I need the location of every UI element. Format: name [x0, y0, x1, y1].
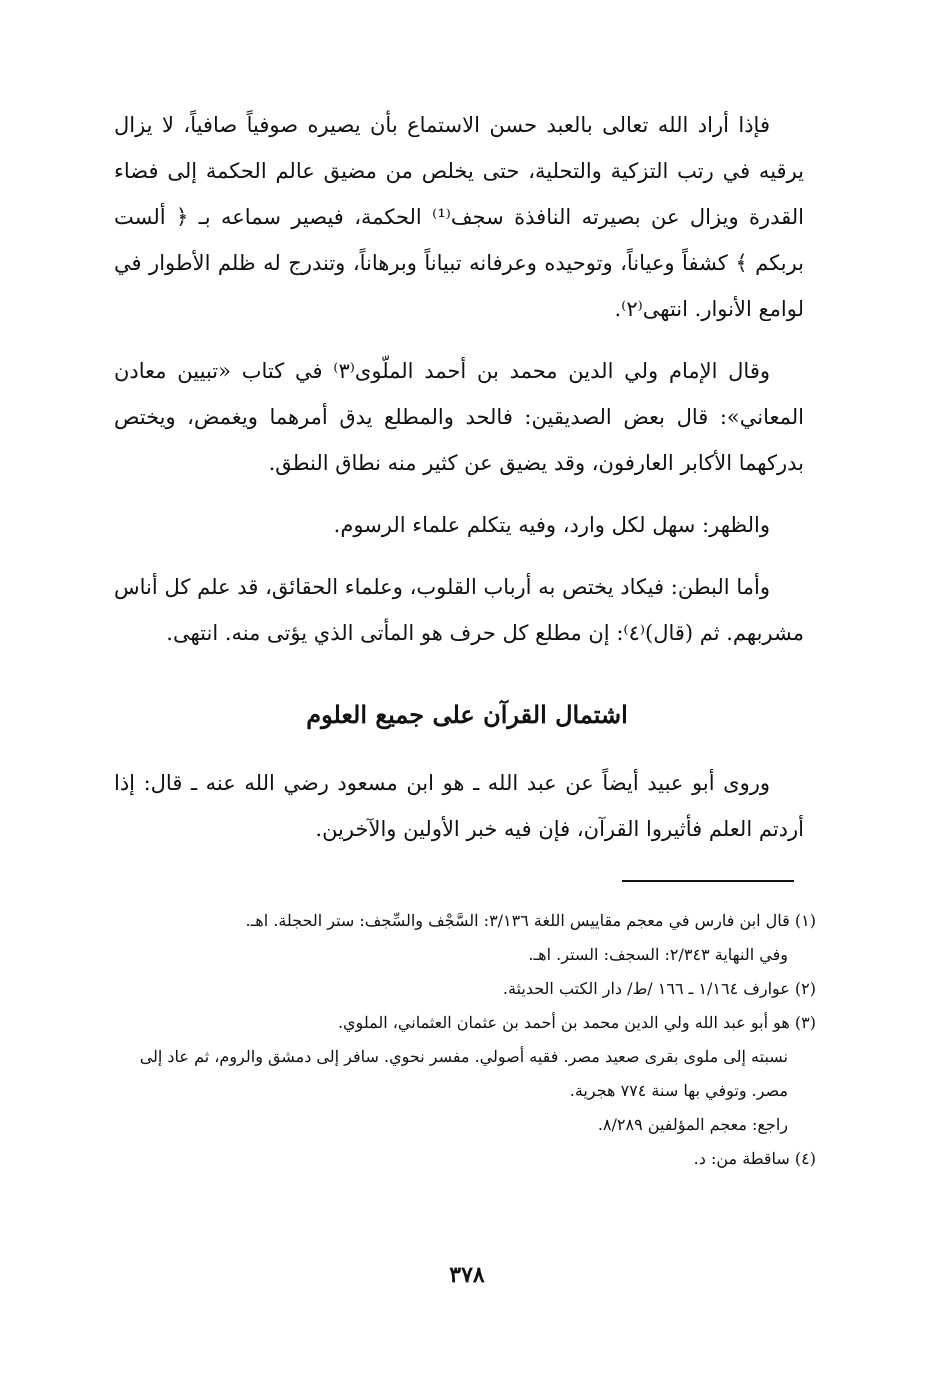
footnote-2: (٢) عوارف ١/١٦٤ ـ ١٦٦ /ط/ دار الكتب الحديثة. [502, 979, 816, 998]
paragraph-5: وروى أبو عبيد أيضاً عن عبد الله ـ هو ابن مسعود رضي الله عنه ـ قال: إذا أردتم العلم فأثيروا القرآن، فإن فيه خبر الأولين والآخرين. [114, 771, 804, 841]
section-text [114, 760, 804, 868]
section-heading: اشتمال القرآن على جميع العلوم [306, 700, 628, 729]
paragraph-2: وقال الإمام ولي الدين محمد بن أحمد الملّوى⁽٣⁾ في كتاب «تبيين معادن المعاني»: قال بعض الصديقين: فالحد والمطلع يدق أمرهما ويغمض، ويختص بدركهما الأكابر العارفون، وقد يضيق عن كثير منه نطاق النطق. [114, 359, 804, 475]
footnote-divider [622, 880, 794, 882]
footnotes [110, 904, 816, 1176]
footnote-1-continued: وفي النهاية ٢/٣٤٣: السجف: الستر. اهـ. [528, 945, 788, 964]
footnote-4: (٤) ساقطة من: د. [693, 1149, 816, 1168]
footnote-3: (٣) هو أبو عبد الله ولي الدين محمد بن أحمد بن عثمان العثماني، الملوي. [337, 1013, 816, 1032]
main-text [114, 102, 804, 672]
footnote-3-reference: راجع: معجم المؤلفين ٨/٢٨٩. [597, 1115, 788, 1134]
footnote-3-continued: نسبته إلى ملوى بقرى صعيد مصر. فقيه أصولي. مفسر نحوي. سافر إلى دمشق والروم، ثم عاد إلى مصر. وتوفي بها سنة ٧٧٤ هجرية. [139, 1047, 788, 1100]
footnote-1: (١) قال ابن فارس في معجم مقاييس اللغة ٣/١٣٦: السَّجْف والسِّجف: ستر الحجلة. اهـ. [245, 911, 816, 930]
page-number: ٣٧٨ [449, 1262, 485, 1288]
paragraph-1: فإذا أراد الله تعالى بالعبد حسن الاستماع بأن يصيره صوفياً صافياً، لا يزال يرقيه في رتب التزكية والتحلية، حتى يخلص من مضيق عالم الحكمة إلى فضاء القدرة ويزال عن بصيرته النافذة سجف⁽¹⁾ الحكمة، فيصير سماعه بـ ﴿ ألست بربكم ﴾ كشفاً وعياناً، وتوحيده وعرفانه تبياناً وبرهاناً، وتندرج له ظلم الأطوار في لوامع الأنوار. انتهى⁽٢⁾. [114, 113, 804, 321]
paragraph-4: وأما البطن: فيكاد يختص به أرباب القلوب، وعلماء الحقائق، قد علم كل أناس مشربهم. ثم (قال)⁽٤⁾: إن مطلع كل حرف هو المأتى الذي يؤتى منه. انتهى. [114, 575, 804, 645]
paragraph-3: والظهر: سهل لكل وارد، وفيه يتكلم علماء الرسوم. [333, 513, 770, 537]
